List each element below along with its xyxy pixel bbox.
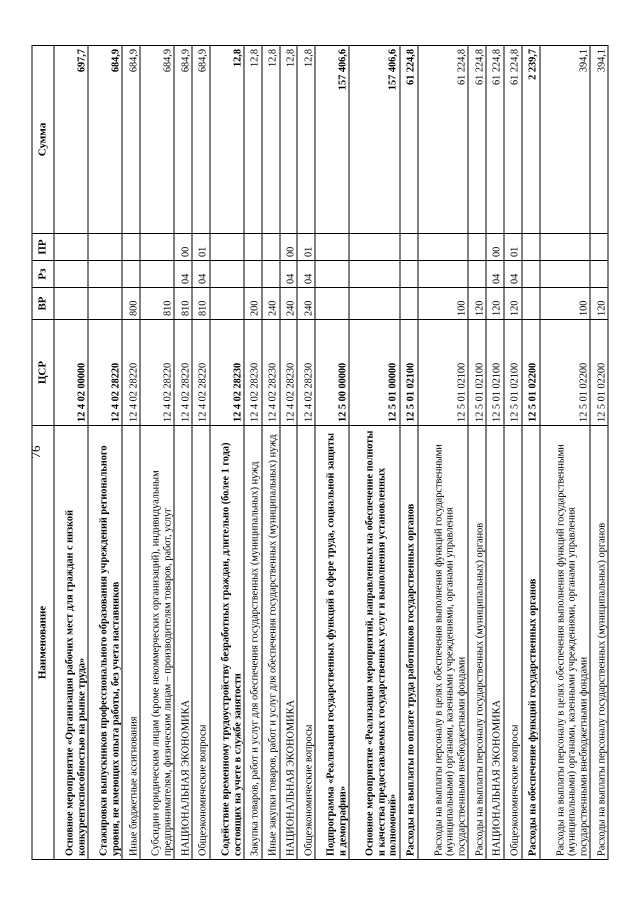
row-sum-cell: 2 239,7 [522, 46, 540, 234]
row-sum-cell: 157 406,6 [315, 46, 349, 234]
row-name-cell: Стажировки выпускников профессионального образования учреждений регионального уровня, не имеющих опыта работы, без учета наставников [88, 426, 122, 860]
row-csr-cell: 12 4 02 28230 [297, 320, 315, 426]
row-sum-cell: 12,8 [280, 46, 298, 234]
row-pr-cell [140, 234, 174, 261]
row-sum-cell: 684,9 [122, 46, 140, 234]
row-pr-cell [315, 234, 349, 261]
row-csr-cell: 12 4 02 28230 [280, 320, 298, 426]
row-vr-cell: 120 [468, 288, 486, 320]
row-pr-cell: 00 [280, 234, 298, 261]
row-sum-cell: 12,8 [210, 46, 244, 234]
row-rz-cell [244, 261, 262, 288]
row-vr-cell: 120 [504, 288, 522, 320]
row-sum-cell: 12,8 [262, 46, 280, 234]
row-rz-cell [468, 261, 486, 288]
row-vr-cell: 240 [297, 288, 315, 320]
row-pr-cell [522, 234, 540, 261]
row-rz-cell: 04 [504, 261, 522, 288]
row-name-cell: Общеэкономические вопросы [297, 426, 315, 860]
table-body [54, 46, 608, 860]
row-rz-cell [88, 261, 122, 288]
table-row [262, 46, 280, 860]
row-name-cell: Расходы на выплаты персоналу государственных (муниципальных) органов [590, 426, 608, 860]
row-pr-cell: 01 [504, 234, 522, 261]
row-vr-cell [315, 288, 349, 320]
row-sum-cell: 684,9 [88, 46, 122, 234]
row-csr-cell: 12 4 02 28220 [88, 320, 122, 426]
row-rz-cell [54, 261, 88, 288]
table-row [244, 46, 262, 860]
row-csr-cell: 12 4 02 28230 [244, 320, 262, 426]
table-row [540, 46, 591, 860]
row-csr-cell: 12 4 02 28230 [210, 320, 244, 426]
row-vr-cell: 810 [192, 288, 210, 320]
row-csr-cell: 12 4 02 28220 [122, 320, 140, 426]
row-vr-cell: 120 [590, 288, 608, 320]
table-row [486, 46, 504, 860]
col-header-csr: ЦСР [32, 320, 54, 426]
row-rz-cell [315, 261, 349, 288]
row-sum-cell: 157 406,6 [349, 46, 400, 234]
row-pr-cell: 00 [174, 234, 192, 261]
row-sum-cell: 684,9 [174, 46, 192, 234]
row-pr-cell [54, 234, 88, 261]
table-row [504, 46, 522, 860]
row-pr-cell [349, 234, 400, 261]
table-row [210, 46, 244, 860]
row-vr-cell [400, 288, 418, 320]
row-csr-cell: 12 4 02 28220 [174, 320, 192, 426]
row-sum-cell: 394,1 [590, 46, 608, 234]
row-vr-cell: 100 [540, 288, 591, 320]
row-name-cell: Закупка товаров, работ и услуг для обеспечения государственных (муниципальных) нужд [244, 426, 262, 860]
table-row [418, 46, 469, 860]
row-csr-cell: 12 5 01 02100 [400, 320, 418, 426]
row-sum-cell: 684,9 [192, 46, 210, 234]
row-rz-cell [122, 261, 140, 288]
row-name-cell: Расходы на выплаты персоналу в целях обеспечения выполнения функций государственными (муниципальными) органами, казенными учреждениями, органами управления государственными внебюджетными фондами [418, 426, 469, 860]
row-sum-cell: 684,9 [140, 46, 174, 234]
row-pr-cell [88, 234, 122, 261]
budget-table [32, 45, 609, 860]
table-row [174, 46, 192, 860]
row-rz-cell [140, 261, 174, 288]
table-row [140, 46, 174, 860]
budget-table-container [32, 46, 609, 860]
row-pr-cell [418, 234, 469, 261]
row-rz-cell [349, 261, 400, 288]
row-name-cell: НАЦИОНАЛЬНАЯ ЭКОНОМИКА [280, 426, 298, 860]
row-pr-cell [400, 234, 418, 261]
row-name-cell: Субсидии юридическим лицам (кроме некоммерческих организаций), индивидуальным предпринимателям, физическим лицам – производителям товаров, работ, услуг [140, 426, 174, 860]
table-row [88, 46, 122, 860]
row-vr-cell: 240 [280, 288, 298, 320]
row-csr-cell: 12 5 01 02100 [418, 320, 469, 426]
row-pr-cell [262, 234, 280, 261]
row-rz-cell [418, 261, 469, 288]
row-vr-cell [88, 288, 122, 320]
table-header-row [32, 46, 54, 860]
row-rz-cell [522, 261, 540, 288]
row-name-cell: НАЦИОНАЛЬНАЯ ЭКОНОМИКА [174, 426, 192, 860]
row-sum-cell: 61 224,8 [486, 46, 504, 234]
row-csr-cell: 12 5 01 02200 [590, 320, 608, 426]
row-pr-cell [244, 234, 262, 261]
row-sum-cell: 61 224,8 [418, 46, 469, 234]
col-header-name: Наименование [32, 426, 54, 860]
row-name-cell: Общеэкономические вопросы [504, 426, 522, 860]
row-vr-cell: 810 [140, 288, 174, 320]
row-pr-cell: 00 [486, 234, 504, 261]
row-name-cell: Иные закупки товаров, работ и услуг для обеспечения государственных (муниципальных) нужд [262, 426, 280, 860]
row-rz-cell: 04 [297, 261, 315, 288]
row-rz-cell: 04 [486, 261, 504, 288]
row-vr-cell [210, 288, 244, 320]
row-rz-cell: 04 [192, 261, 210, 288]
row-name-cell: Основное мероприятие «Организация рабочих мест для граждан с низкой конкурентоспособностью на рынке труда» [54, 426, 88, 860]
row-name-cell: Содействие временному трудоустройству безработных граждан, длительно (более 1 года) состоящих на учете в службе занятости [210, 426, 244, 860]
table-row [280, 46, 298, 860]
row-rz-cell: 04 [174, 261, 192, 288]
row-pr-cell [540, 234, 591, 261]
row-rz-cell [210, 261, 244, 288]
row-vr-cell [54, 288, 88, 320]
table-row [522, 46, 540, 860]
row-vr-cell [349, 288, 400, 320]
row-pr-cell: 01 [297, 234, 315, 261]
row-vr-cell [522, 288, 540, 320]
row-vr-cell: 200 [244, 288, 262, 320]
row-name-cell: Расходы на обеспечение функций государственных органов [522, 426, 540, 860]
table-row [192, 46, 210, 860]
row-name-cell: Иные бюджетные ассигнования [122, 426, 140, 860]
row-csr-cell: 12 5 01 02100 [486, 320, 504, 426]
row-name-cell: Подпрограмма «Реализация государственных функций в сфере труда, социальной защиты и демографии» [315, 426, 349, 860]
row-name-cell: Расходы на выплаты по оплате труда работников государственных органов [400, 426, 418, 860]
row-name-cell: Общеэкономические вопросы [192, 426, 210, 860]
row-sum-cell: 61 224,8 [504, 46, 522, 234]
col-header-pr: ПР [32, 234, 54, 261]
row-csr-cell: 12 5 01 02200 [540, 320, 591, 426]
row-sum-cell: 12,8 [244, 46, 262, 234]
row-rz-cell [262, 261, 280, 288]
table-row [349, 46, 400, 860]
col-header-sum: Сумма [32, 46, 54, 234]
row-name-cell: НАЦИОНАЛЬНАЯ ЭКОНОМИКА [486, 426, 504, 860]
row-csr-cell: 12 5 01 02100 [504, 320, 522, 426]
col-header-rz: Рз [32, 261, 54, 288]
row-csr-cell: 12 5 00 00000 [315, 320, 349, 426]
row-sum-cell: 12,8 [297, 46, 315, 234]
row-csr-cell: 12 5 01 02200 [522, 320, 540, 426]
row-csr-cell: 12 5 01 02100 [468, 320, 486, 426]
row-name-cell: Основное мероприятие «Реализация мероприятий, направленных на обеспечение полноты и качества предоставляемых государственных услуг и выполнения установленных полномочий» [349, 426, 400, 860]
row-rz-cell [590, 261, 608, 288]
col-header-vr: ВР [32, 288, 54, 320]
row-sum-cell: 61 224,8 [400, 46, 418, 234]
row-name-cell: Расходы на выплаты персоналу в целях обеспечения выполнения функций государственными (муниципальными) органами, казенными учреждениями, органами управления государственными внебюджетными фондами [540, 426, 591, 860]
row-vr-cell: 810 [174, 288, 192, 320]
row-vr-cell: 800 [122, 288, 140, 320]
row-csr-cell: 12 4 02 00000 [54, 320, 88, 426]
row-pr-cell [590, 234, 608, 261]
table-row [468, 46, 486, 860]
table-row [297, 46, 315, 860]
row-csr-cell: 12 4 02 28220 [140, 320, 174, 426]
row-vr-cell: 100 [418, 288, 469, 320]
row-pr-cell [210, 234, 244, 261]
row-sum-cell: 61 224,8 [468, 46, 486, 234]
row-rz-cell: 04 [280, 261, 298, 288]
row-csr-cell: 12 5 01 00000 [349, 320, 400, 426]
table-row [122, 46, 140, 860]
row-pr-cell: 01 [192, 234, 210, 261]
row-vr-cell: 120 [486, 288, 504, 320]
page-number: 76 [28, 445, 43, 459]
row-pr-cell [122, 234, 140, 261]
row-rz-cell [400, 261, 418, 288]
table-row [54, 46, 88, 860]
row-sum-cell: 697,7 [54, 46, 88, 234]
row-name-cell: Расходы на выплаты персоналу государственных (муниципальных) органов [468, 426, 486, 860]
table-row [315, 46, 349, 860]
row-csr-cell: 12 4 02 28220 [192, 320, 210, 426]
table-row [590, 46, 608, 860]
row-rz-cell [540, 261, 591, 288]
row-vr-cell: 240 [262, 288, 280, 320]
row-pr-cell [468, 234, 486, 261]
row-sum-cell: 394,1 [540, 46, 591, 234]
row-csr-cell: 12 4 02 28230 [262, 320, 280, 426]
table-row [400, 46, 418, 860]
